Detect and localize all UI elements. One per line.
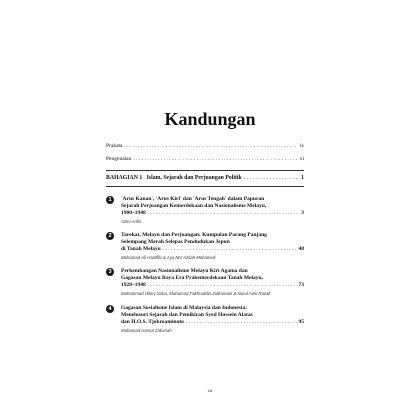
toc-part-1 (106, 175, 304, 182)
divider-top (106, 170, 304, 171)
chapter-page: 3 (301, 210, 304, 216)
chapter-title-last-line (121, 246, 304, 253)
chapter-title-line: dan H.O.S. Tjokroaminoto (121, 319, 184, 325)
toc-entry-label: Pengenalan (106, 156, 132, 162)
chapter-page: 48 (298, 246, 304, 252)
dot-leader (125, 143, 298, 150)
chapter-title (121, 268, 304, 289)
chapter-author: Muhammad Hilmy Sabu, Muhamad Fakhruddin Zulkarnain & Nurul Aimi Razali (121, 291, 271, 296)
chapter-number-badge: 1 (106, 196, 114, 204)
toc-part-label: BAHAGIAN 1 Islam, Sejarah dan Perjuangan Politik (106, 175, 242, 181)
chapter-title-last-line (121, 282, 304, 289)
chapter-title (121, 305, 304, 326)
chapter-title-line: Tarekat, Melayu dan Perjuangan: Kumpulan Parang Panjang (121, 232, 267, 238)
chapter-title-line: 'Arus Kanan', 'Arus Kiri' dan 'Arus Tengah' dalam Papuran (121, 196, 265, 202)
dot-leader (148, 282, 297, 289)
chapter-number-badge: 4 (106, 305, 114, 313)
chapter-title-last-line (121, 210, 304, 217)
toc-entry-pengenalan (106, 156, 304, 163)
chapter-title-line: 1928–1948 (121, 282, 146, 288)
chapter-title-last-line (121, 319, 304, 326)
chapter-author: Mohamad Ali Hanifflo & Aya Nor Azilah Mohamed (121, 255, 216, 260)
toc-entry-prakata (106, 143, 304, 150)
toc-chapter-3 (106, 268, 304, 310)
chapter-title-line: Sejarah Perjuangan Kemerdekaan dan Nasionalisme Melayu, (121, 203, 267, 209)
dot-leader (244, 175, 299, 182)
chapter-author: Muhamad Hasrul Zakariah (121, 328, 172, 333)
toc-entry-page: xi (299, 156, 304, 162)
chapter-title-line: Gagasan Sosialisme Islam di Malaysia dan Indonesia: (121, 305, 247, 311)
chapter-page: 73 (298, 282, 304, 288)
chapter-page: 95 (298, 319, 304, 325)
chapter-title-line: 1900–1948 (121, 210, 146, 216)
chapter-number-badge: 3 (106, 268, 114, 276)
dot-leader (133, 156, 297, 163)
toc-part-page: 1 (301, 175, 304, 181)
chapter-title-line: Menelusuri Sejarah dan Pemikiran Syed Hussein Alatas (121, 312, 253, 318)
toc-chapter-4 (106, 305, 304, 347)
chapter-title-line: Gagasan Melayu Raya Era Prakemerdekaan Tanah Melayu, (121, 275, 263, 281)
dot-leader (186, 319, 297, 326)
page-number: vii (207, 388, 213, 393)
page-title: Kandungan (164, 109, 256, 129)
chapter-author: Azmi Arifin (121, 219, 142, 224)
chapter-title (121, 196, 304, 217)
chapter-title-line: Selempang Merah Selepas Pendudukan Jepun (121, 239, 230, 245)
dot-leader (148, 210, 300, 217)
chapter-title (121, 232, 304, 253)
toc-entry-page: ix (299, 143, 304, 149)
chapter-number-badge: 2 (106, 232, 114, 240)
chapter-title-line: Perkembangan Nasionalisme Melayu Kiri Agama dan (121, 268, 248, 274)
chapter-title-line: di Tanah Melayu (121, 246, 161, 252)
divider-bottom (106, 186, 304, 187)
dot-leader (163, 246, 297, 253)
toc-entry-label: Prakata (106, 143, 123, 149)
